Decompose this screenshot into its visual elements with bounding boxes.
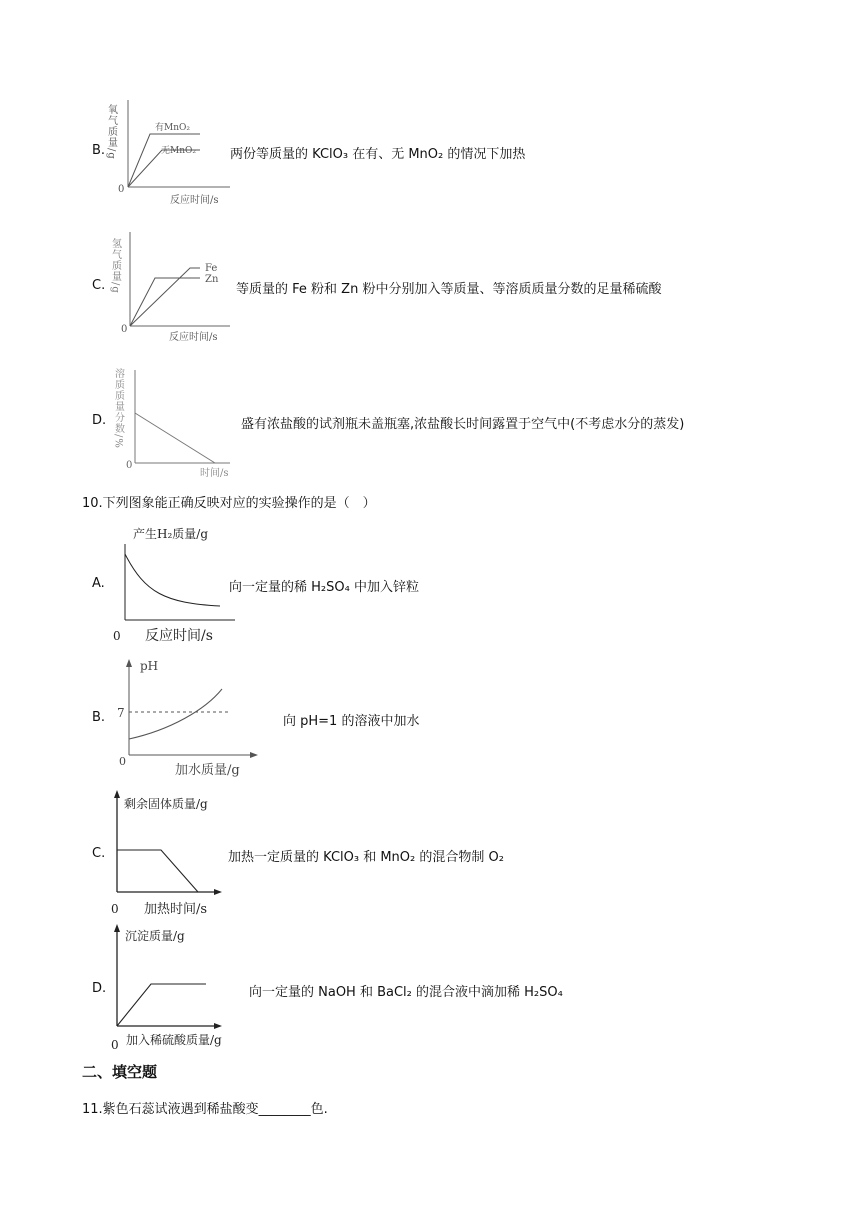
option-description: 向 pH=1 的溶液中加水 (283, 714, 420, 729)
line-label: Zn (205, 274, 219, 285)
option-label: D. (92, 413, 107, 428)
line-label: 无MnO₂ (161, 146, 196, 156)
y-axis-label: 氢气质量/g (109, 238, 121, 294)
graph-10b (110, 655, 270, 780)
origin-label: 0 (118, 184, 125, 195)
y-axis-label: 剩余固体质量/g (124, 797, 208, 811)
x-axis-label: 加入稀硫酸质量/g (126, 1033, 222, 1047)
line-label: 有MnO₂ (155, 123, 190, 133)
question-11: 11.紫色石蕊试液遇到稀盐酸变________色. (82, 1102, 328, 1117)
option-description: 向一定量的 NaOH 和 BaCl₂ 的混合液中滴加稀 H₂SO₄ (249, 985, 563, 1000)
y-axis-label: pH (140, 659, 159, 673)
x-axis-label: 加水质量/g (175, 763, 240, 778)
origin-label: 0 (113, 629, 121, 643)
x-axis-label: 反应时间/s (170, 195, 219, 206)
graph-9d (110, 360, 250, 480)
question-10-stem: 10.下列图象能正确反映对应的实验操作的是（ ） (82, 496, 376, 511)
y-axis-label: 氧气质量/g (105, 104, 117, 160)
y-axis-label: 产生H₂质量/g (133, 527, 209, 541)
option-description: 向一定量的稀 H₂SO₄ 中加入锌粒 (229, 580, 419, 595)
option-label: C. (92, 278, 106, 293)
graph-10d (106, 922, 266, 1054)
graph-9c (105, 228, 255, 346)
option-label: D. (92, 981, 107, 996)
option-description: 加热一定质量的 KClO₃ 和 MnO₂ 的混合物制 O₂ (228, 850, 504, 865)
x-axis-label: 加热时间/s (144, 902, 208, 917)
y-tick-7: 7 (117, 706, 125, 720)
origin-label: 0 (121, 324, 128, 335)
origin-label: 0 (111, 902, 119, 916)
x-axis-label: 时间/s (200, 468, 229, 479)
option-description: 等质量的 Fe 粉和 Zn 粉中分别加入等质量、等溶质质量分数的足量稀硫酸 (236, 282, 662, 297)
origin-label: 0 (119, 755, 126, 768)
y-axis-label: 溶质质量分数/% (112, 368, 124, 449)
option-label: B. (92, 710, 106, 725)
x-axis-label: 反应时间/s (145, 628, 213, 644)
y-axis-label: 沉淀质量/g (125, 929, 185, 943)
line-label: Fe (205, 263, 218, 274)
origin-label: 0 (126, 460, 133, 471)
option-label: B. (92, 143, 106, 158)
origin-label: 0 (111, 1038, 119, 1052)
option-label: A. (92, 576, 105, 591)
option-description: 盛有浓盐酸的试剂瓶未盖瓶塞,浓盐酸长时间露置于空气中(不考虑水分的蒸发) (241, 417, 685, 432)
section-title: 二、填空题 (82, 1063, 158, 1081)
option-label: C. (92, 846, 106, 861)
x-axis-label: 反应时间/s (169, 332, 218, 343)
option-description: 两份等质量的 KClO₃ 在有、无 MnO₂ 的情况下加热 (230, 147, 526, 162)
